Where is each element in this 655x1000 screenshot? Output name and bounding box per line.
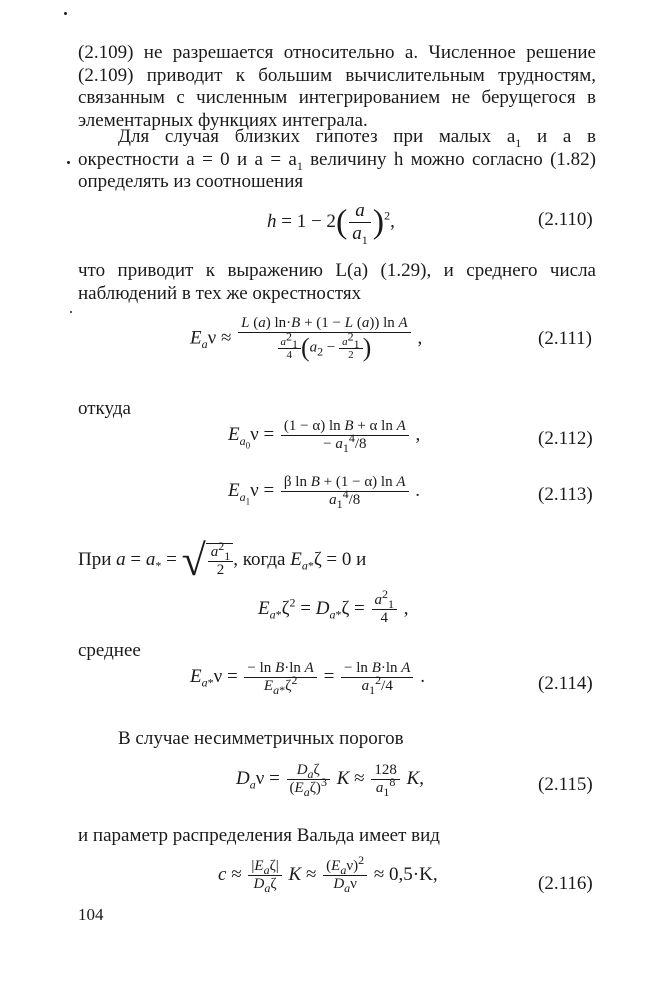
equation-2-114: $E_{a*}\nu$ = $\frac{\text{− ln B·ln A}}{E_{a*}\zeta^2}$ = $\frac{\text{− ln B·ln A}}{a_1^2/4}$ . — [190, 660, 425, 697]
equation-2-116: c ≈ $\frac{|E_a\zeta|}{D_a\zeta}$ K ≈ $\frac{(E_a\nu)^2}{D_a\nu}$ ≈ 0,5·K, — [218, 853, 438, 895]
equation-variance: $E_{a*}\zeta^2 = D_{a*}\zeta$ = $\frac{a^2_1}{4}$ , — [258, 587, 409, 626]
paragraph-text: Для случая близких гипотез при малых a — [118, 126, 516, 147]
text-line-asymmetric: В случае несимметричных порогов — [118, 728, 404, 749]
equation-number: (2.112) — [538, 428, 593, 449]
paragraph-text: и a в окрестности a = 0 и a = a — [78, 126, 596, 170]
equation-2-111: $E_a\nu$ ≈ L (a) ln·B + (1 − L (a)) ln A $\frac{a^2_1}{4}$ ($a_2$ − $\frac{a^2_1}{2}$ ) , — [190, 315, 423, 362]
print-speck — [64, 12, 67, 15]
page-number: 104 — [78, 905, 104, 924]
equation-inline-when: При $a = a_*$ = √ $\frac{a^2_1}{2}$ , когда $E_{a*}\zeta = 0$ и — [78, 536, 367, 585]
text-when-prefix: При — [78, 548, 112, 570]
paragraph-intro: (2.109) не разрешается относительно a. Численное решение (2.109) приводит к большим вычислительным трудностям, связанным с численным интегрированием не берущегося в элементарных функциях интеграла. — [78, 42, 596, 131]
equation-number: (2.113) — [538, 484, 593, 505]
text-line-whence: откуда — [78, 398, 131, 419]
paragraph-close-hypotheses: Для случая близких гипотез при малых $a_1$ и a в окрестности a = 0 и $a = a_1$ величину h можно согласно (1.82) определять из соотношения — [78, 126, 596, 192]
equation-2-115: $D_a\nu$ = $\frac{D_a\zeta}{(E_a\zeta)^3}$ K ≈ $\frac{128}{a_1^8}$ K, — [236, 762, 424, 799]
equation-number: (2.114) — [538, 673, 593, 694]
text-and: и — [356, 548, 367, 570]
text-line-mean: среднее — [78, 640, 141, 661]
equation-number: (2.111) — [538, 328, 592, 349]
print-speck — [70, 311, 72, 313]
equation-number: (2.116) — [538, 873, 593, 894]
text-when: , когда — [233, 548, 286, 570]
text-line-wald: и параметр распределения Вальда имеет вид — [78, 825, 440, 846]
equation-2-113: $E_{a_1}\nu$ = $\frac{\text{β ln B + (1 − α) ln A}}{a_1^4/8}$ . — [228, 474, 421, 511]
print-speck — [67, 161, 70, 164]
equation-number: (2.110) — [538, 209, 593, 230]
equation-number: (2.115) — [538, 774, 593, 795]
paragraph-expression: что приводит к выражению L(a) (1.29), и среднего числа наблюдений в тех же окрестностях — [78, 260, 596, 304]
equation-2-112: $E_{a_0}\nu$ = $\frac{\text{(1 − α) ln B + α ln A}}{- a_1^4/8}$ , — [228, 418, 421, 455]
equation-2-110: h = 1 − 2( $\frac{a}{a_1}$ )$^2$, — [267, 200, 395, 247]
paragraph-text: величину h можно согласно (1.82) определять из соотношения — [78, 148, 596, 192]
